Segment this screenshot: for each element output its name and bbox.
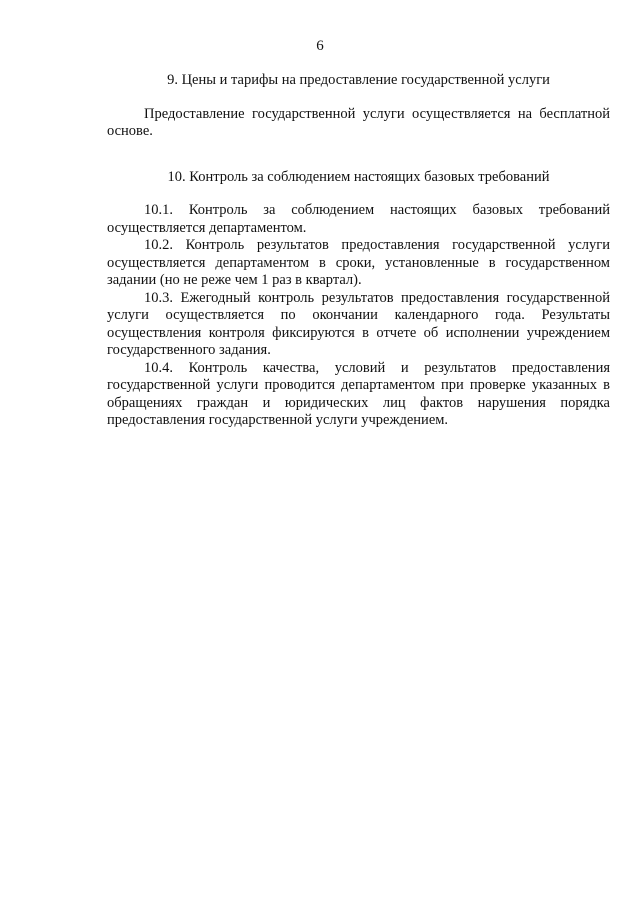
section-10-heading: 10. Контроль за соблюдением настоящих базовых требований: [167, 168, 550, 185]
section-9-paragraph: Предоставление государственной услуги осуществляется на бесплатной основе.: [107, 105, 610, 139]
page-content: [107, 72, 610, 430]
section-10-item-3: 10.3. Ежегодный контроль результатов предоставления государственной услуги осуществляется по окончании календарного года. Результаты осуществления контроля фиксируются в отчете об исполнении учреждением государственного задания.: [107, 289, 610, 358]
section-9-heading: 9. Цены и тарифы на предоставление государственной услуги: [167, 72, 550, 88]
page-number: 6: [316, 38, 324, 54]
section-10-item-1: 10.1. Контроль за соблюдением настоящих базовых требований осуществляется департаментом.: [107, 202, 610, 236]
section-10-item-2: 10.2. Контроль результатов предоставления государственной услуги осуществляется департаментом в сроки, установленные в государственном задании (но не реже чем 1 раз в квартал).: [107, 237, 610, 288]
section-10-item-4: 10.4. Контроль качества, условий и результатов предоставления государственной услуги проводится департаментом при проверке указанных в обращениях граждан и юридических лиц фактов нарушения порядка предоставления государственной услуги учреждением.: [107, 359, 610, 428]
